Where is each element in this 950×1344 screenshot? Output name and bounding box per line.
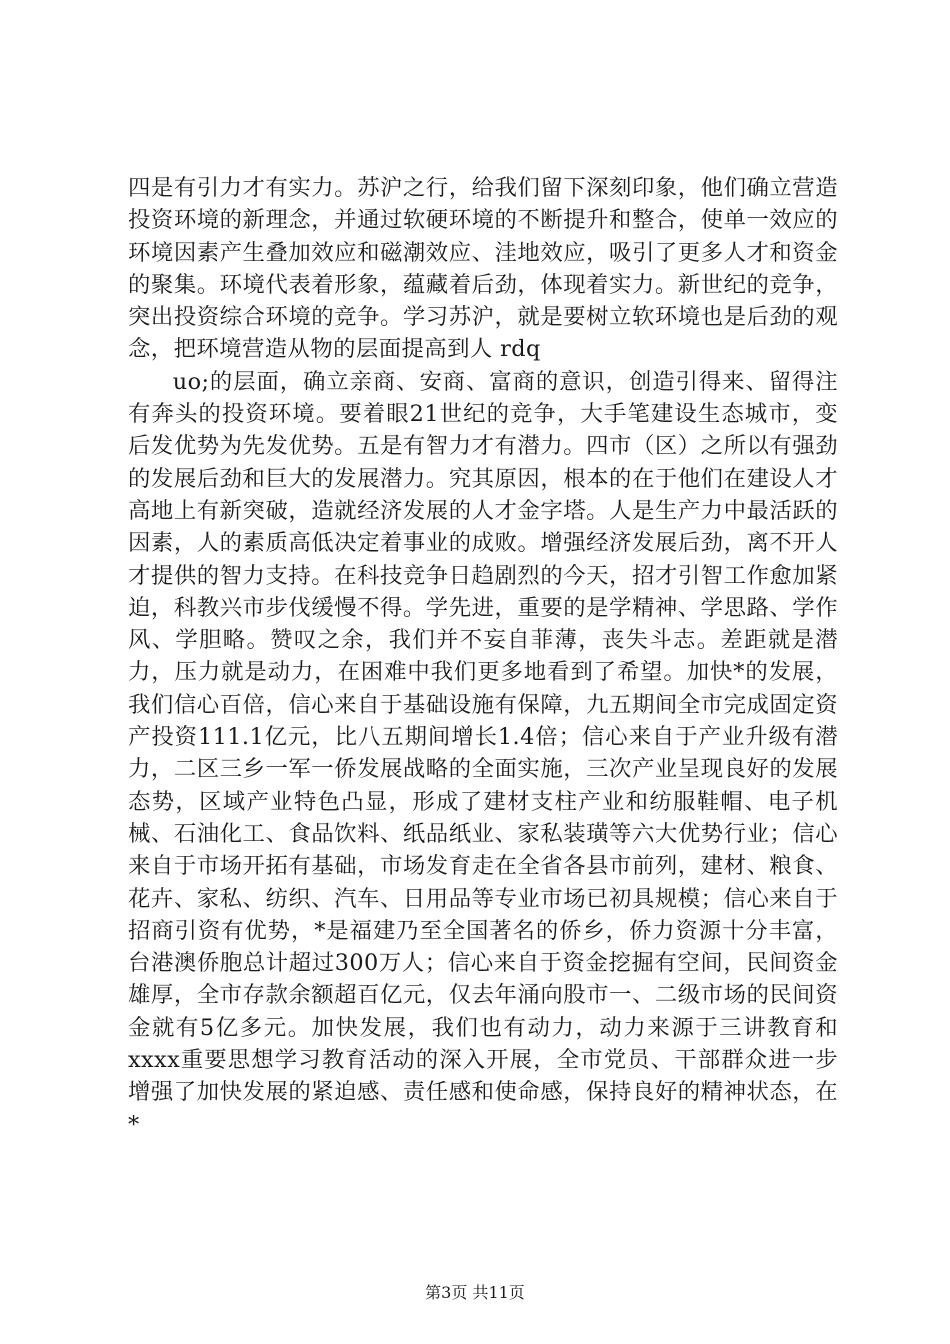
page-footer: 第3页 共11页 xyxy=(425,1283,525,1302)
paragraph-1: 四是有引力才有实力。苏沪之行，给我们留下深刻印象，他们确立营造投资环境的新理念，并通过软硬环境的不断提升和整合，使单一效应的环境因素产生叠加效应和磁潮效应、洼地效应，吸引了更多人才和资金的聚集。环境代表着形象，蕴藏着后劲，体现着实力。新世纪的竞争，突出投资综合环境的竞争。学习苏沪，就是要树立软环境也是后劲的观念，把环境营造从物的层面提高到人 rdq xyxy=(128,175,838,363)
body-text xyxy=(128,172,838,1141)
paragraph-2: uo;的层面，确立亲商、安商、富商的意识，创造引得来、留得注有奔头的投资环境。要着眼21世纪的竞争，大手笔建设生态城市，变后发优势为先发优势。五是有智力才有潜力。四市（区）之所以有强劲的发展后劲和巨大的发展潜力。究其原因，根本的在于他们在建设人才高地上有新突破，造就经济发展的人才金字塔。人是生产力中最活跃的因素，人的素质高低决定着事业的成败。增强经济发展后劲，离不开人才提供的智力支持。在科技竞争日趋剧烈的今天，招才引智工作愈加紧迫，科教兴市步伐缓慢不得。学先进，重要的是学精神、学思路、学作风、学胆略。赞叹之余，我们并不妄自菲薄，丧失斗志。差距就是潜力，压力就是动力，在困难中我们更多地看到了希望。加快*的发展，我们信心百倍，信心来自于基础设施有保障，九五期间全市完成固定资产投资111.1亿元，比八五期间增长1.4倍；信心来自于产业升级有潜力，二区三乡一军一侨发展战略的全面实施，三次产业呈现良好的发展态势，区域产业特色凸显，形成了建材支柱产业和纺服鞋帽、电子机械、石油化工、食品饮料、纸品纸业、家私装璜等六大优势行业；信心来自于市场开拓有基础，市场发育走在全省各县市前列，建材、粮食、花卉、家私、纺织、汽车、日用品等专业市场已初具规模；信心来自于招商引资有优势，*是福建乃至全国著名的侨乡，侨力资源十分丰富，台港澳侨胞总计超过300万人；信心来自于资金挖掘有空间，民间资金雄厚，全市存款余额超百亿元，仅去年涌向股市一、二级市场的民间资金就有5亿多元。加快发展，我们也有动力，动力来源于三讲教育和xxxx重要思想学习教育活动的深入开展，全市党员、干部群众进一步增强了加快发展的紧迫感、责任感和使命感，保持良好的精神状态，在* xyxy=(128,368,838,1138)
